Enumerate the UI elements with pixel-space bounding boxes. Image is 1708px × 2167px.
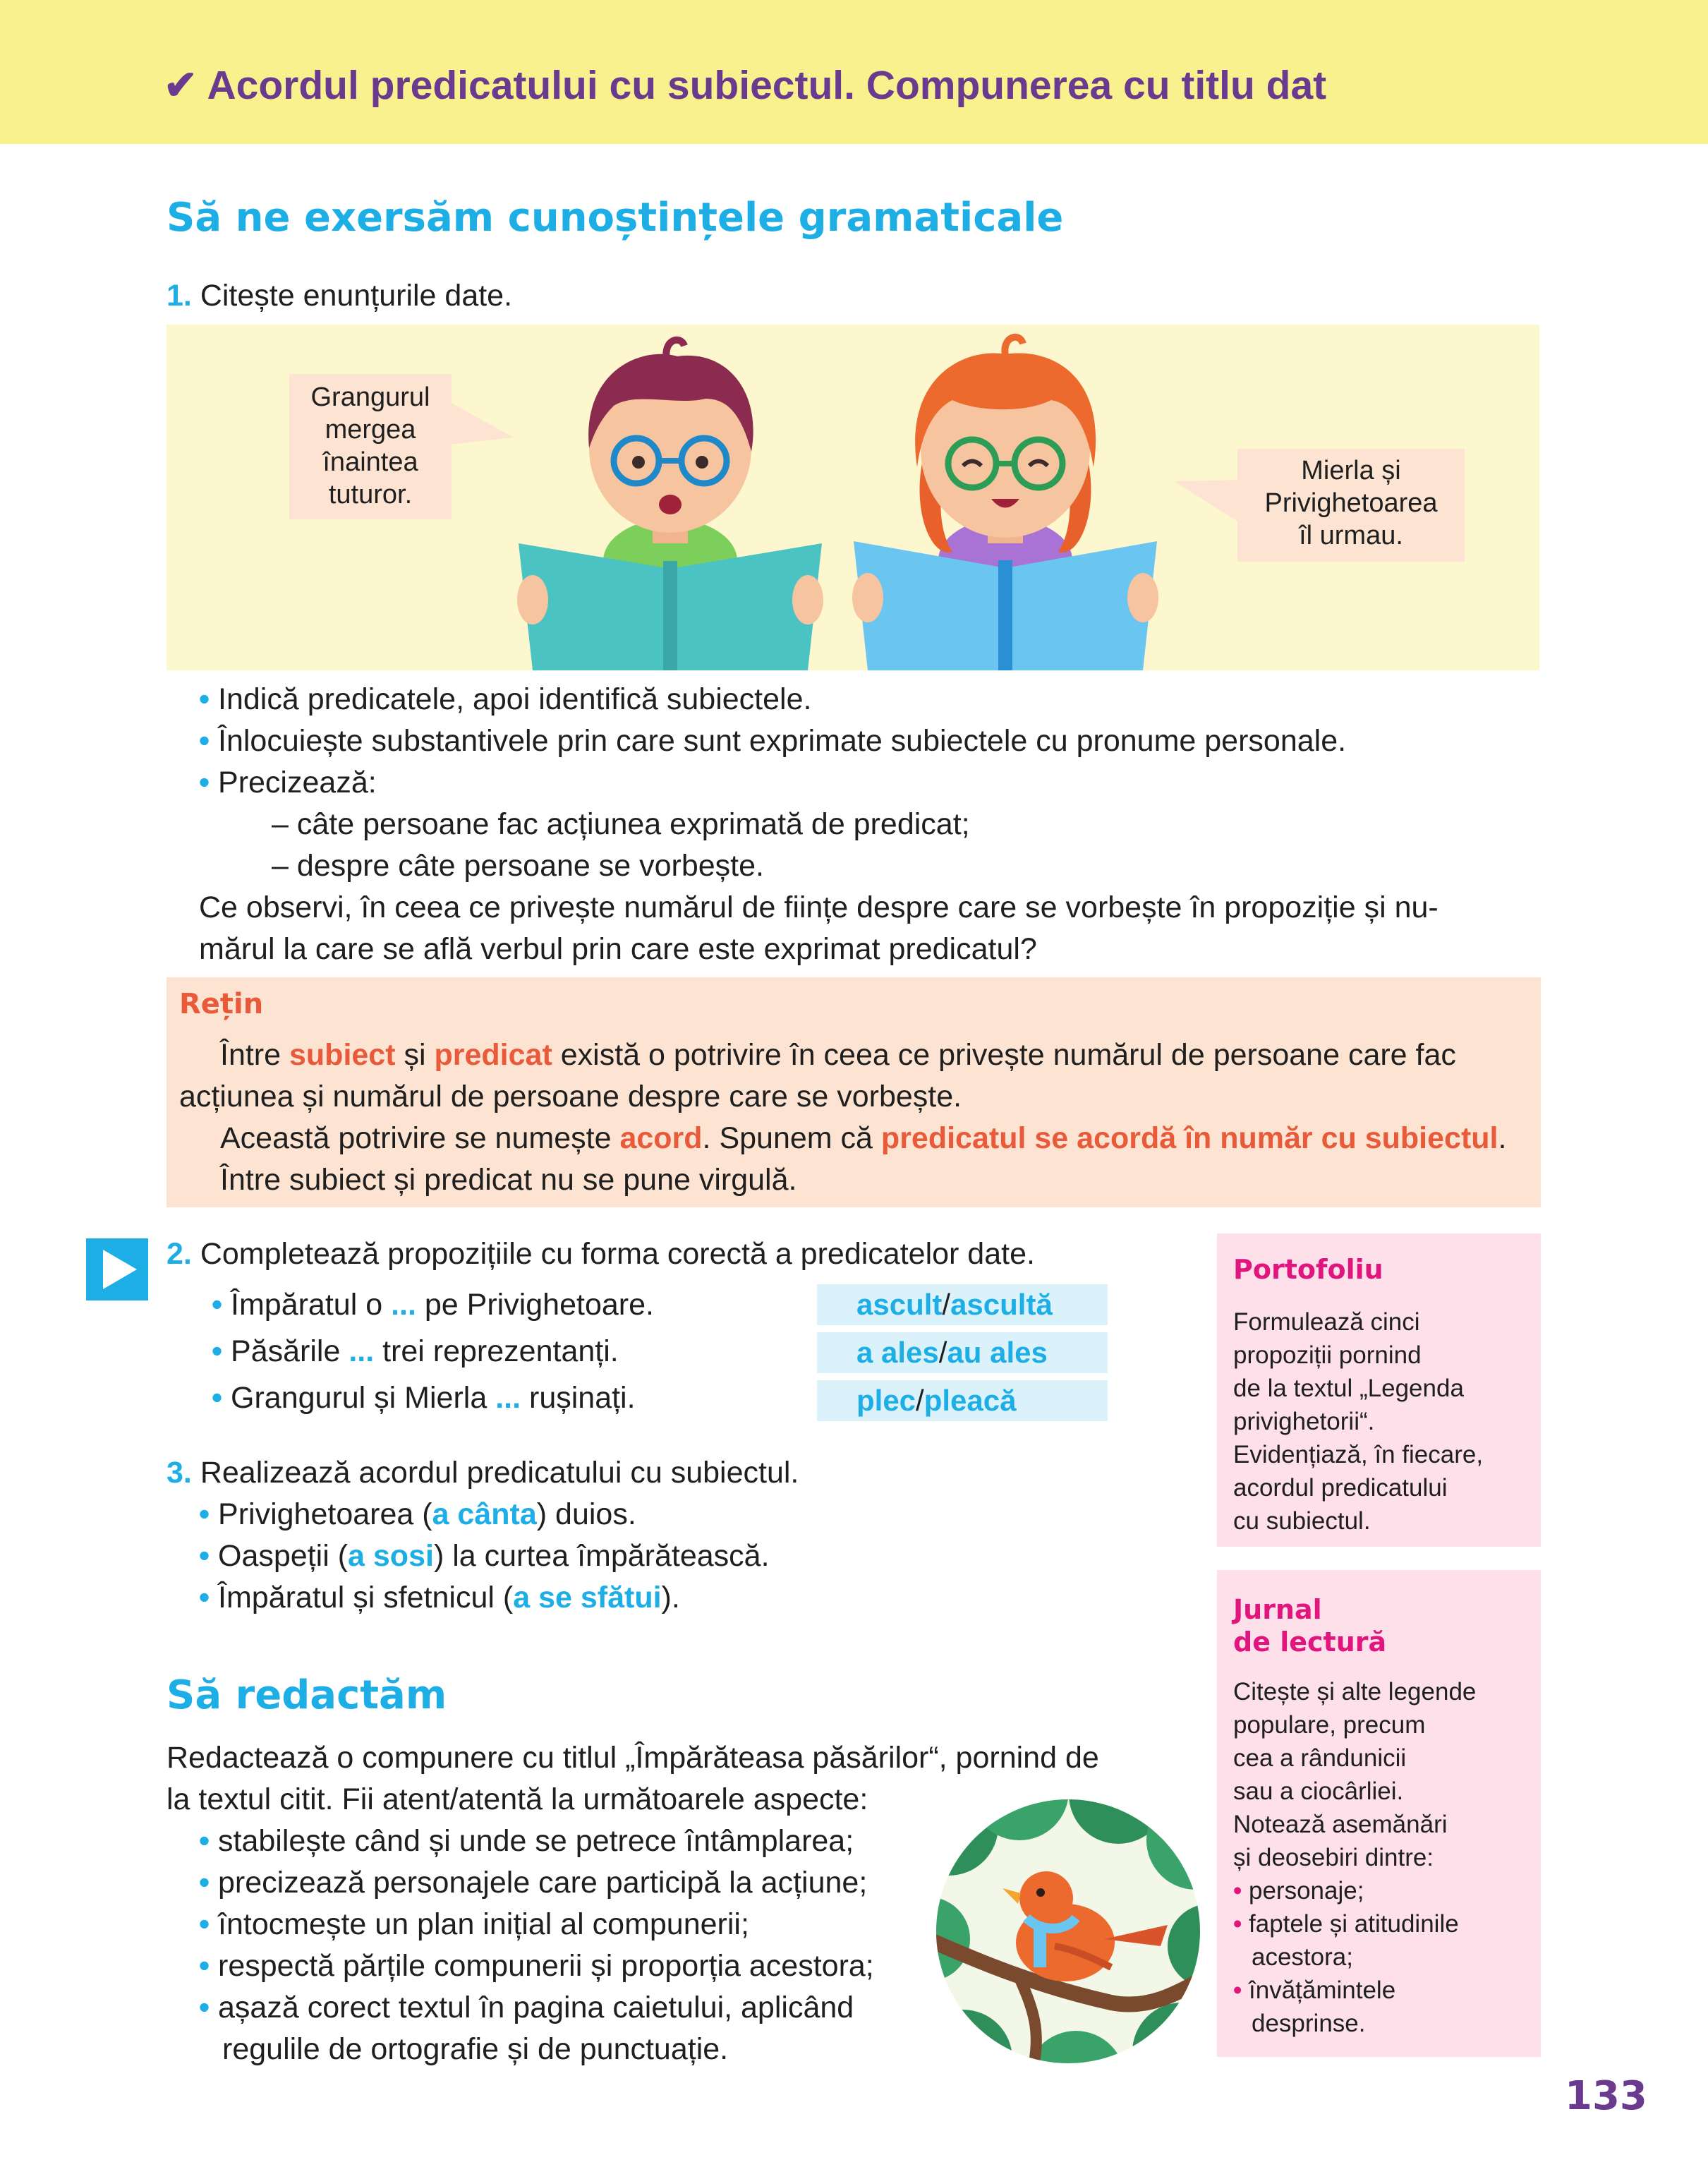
retin-line: Între subiect și predicat nu se pune virgulă. [220,1163,797,1197]
lesson-title: ✔ Acordul predicatului cu subiectul. Compunerea cu titlu dat [164,63,1327,108]
dash-item: – despre câte persoane se vorbește. [272,849,764,883]
list-item [212,1331,619,1372]
list-item-continuation: acestora; [1252,1943,1353,1971]
section-title-writing: Să redactăm [166,1672,447,1718]
title-line: Jurnal [1233,1594,1322,1625]
bubble-tail-left [450,395,514,452]
line: acordul predicatului [1233,1474,1448,1502]
list-item-continuation: desprinse. [1252,2010,1366,2037]
title-line: de lectură [1233,1626,1387,1658]
verb: a sosi [348,1539,434,1573]
exercise-1-instruction [166,275,512,316]
line: populare, precum [1233,1711,1426,1739]
intro-line: Redactează o compunere cu titlul „Împărăteasa păsărilor“, pornind de [166,1741,1099,1775]
option: au ales [947,1336,1048,1369]
text: învățămintele [1249,1976,1396,2004]
text: Grangurul și Mierla [231,1381,496,1415]
list-item [212,1284,654,1325]
bubble-line: Privighetoarea [1264,488,1438,518]
bullet-icon: • [199,1949,210,1983]
text: personaje; [1249,1877,1364,1905]
option-box [817,1284,1108,1325]
list-item-text: precizează personajele care participă la acțiune; [218,1866,868,1900]
bullet-icon: • [1233,1976,1242,2004]
line: privighetorii“. [1233,1408,1375,1435]
retin-line [220,1034,1456,1075]
text: faptele și atitudinile [1249,1910,1459,1938]
bubble-line: mergea [325,415,416,445]
text: și [395,1038,435,1072]
line: sau a ciocârliei. [1233,1777,1404,1805]
bullet-icon: • [199,1539,210,1573]
option-box [817,1332,1108,1373]
blank: ... [349,1334,375,1368]
instruction-text: Realizează acordul predicatului cu subiectul. [200,1456,799,1490]
blank: ... [391,1288,416,1322]
text: există o potrivire în ceea ce privește numărul de persoane care fac [552,1038,1456,1072]
bullet-icon: • [1233,1877,1242,1905]
bullet-icon: • [212,1334,223,1368]
retin-line [220,1118,1506,1159]
text: rușinați. [521,1381,636,1415]
list-item [199,1862,867,1903]
line: și deosebiri dintre: [1233,1844,1434,1871]
text: pe Privighetoare. [416,1288,654,1322]
line: Evidențiază, în fiecare, [1233,1441,1484,1468]
list-item [199,679,811,720]
portofoliu-title: Portofoliu [1233,1254,1383,1285]
highlight-rule: predicatul se acordă în număr cu subiectul [880,1121,1498,1155]
list-item-text: respectă părțile compunerii și proporția acestora; [218,1949,874,1983]
bullet-icon: • [199,1824,210,1858]
line: cu subiectul. [1233,1507,1371,1535]
list-item-text: stabilește când și unde se petrece întâmplarea; [218,1824,854,1858]
list-item [199,762,377,803]
instruction-text: Citește enunțurile date. [200,279,513,313]
blank: ... [495,1381,521,1415]
highlight-subiect: subiect [289,1038,396,1072]
list-item-text: întocmește un plan inițial al compunerii; [218,1907,749,1941]
exercise-3-instruction [166,1452,799,1493]
option: pleacă [923,1384,1017,1417]
exercise-number: 3. [166,1456,192,1490]
option: ascult [856,1288,943,1321]
list-item-text: Înlocuiește substantivele prin care sunt exprimate subiectele cu pronume personale. [218,724,1347,758]
line: Formulează cinci [1233,1308,1420,1336]
text: . Spunem că [702,1121,881,1155]
bubble-line: îl urmau. [1299,521,1403,550]
intro-line: la textul citit. Fii atent/atentă la următoarele aspecte: [166,1782,868,1816]
retin-line: acțiunea și numărul de persoane despre care se vorbește. [179,1080,962,1113]
text: Oaspeții ( [218,1539,349,1573]
list-item-text: Indică predicatele, apoi identifică subiectele. [218,682,812,716]
verb: a cânta [432,1497,537,1531]
list-item [212,1377,636,1418]
verb: a se sfătui [513,1581,662,1614]
jurnal-title [1233,1593,1386,1658]
bubble-line: tuturor. [328,480,413,509]
bullet-icon: • [199,1907,210,1941]
text: Între [220,1038,289,1072]
line: Citește și alte legende [1233,1678,1477,1706]
bird-illustration [935,1798,1201,2065]
list-item [199,1535,770,1576]
separator: / [942,1288,951,1321]
list-item [1233,1974,1476,2007]
bullet-icon: • [1233,1910,1242,1938]
text: Privighetoarea ( [218,1497,432,1531]
exercise-number: 2. [166,1237,192,1271]
text: ). [661,1581,680,1614]
list-item [199,1904,749,1945]
line: propoziții pornind [1233,1341,1422,1369]
speech-bubble-left [289,374,452,519]
play-icon[interactable] [86,1238,148,1300]
list-item [1233,1874,1476,1907]
text: Împăratul și sfetnicul ( [218,1581,514,1614]
bullet-icon: • [199,1866,210,1900]
bubble-tail-right [1174,473,1239,529]
bubble-line: Grangurul [310,382,430,412]
option: plec [856,1384,916,1417]
list-item [199,720,1346,761]
list-item [199,1577,680,1618]
list-item-text: așază corect textul în pagina caietului, aplicând [218,1991,854,2024]
highlight-acord: acord [619,1121,703,1155]
page-number: 133 [1565,2073,1647,2119]
list-item [1233,1907,1476,1940]
boy-reading-illustration [515,328,825,670]
option: ascultă [950,1288,1053,1321]
dash-item: – câte persoane fac acțiunea exprimată de predicat; [272,807,970,841]
bubble-line: Mierla și [1301,456,1401,485]
text: ) la curtea împărătească. [433,1539,770,1573]
girl-reading-illustration [847,326,1164,670]
highlight-predicat: predicat [434,1038,552,1072]
list-item-text: Precizează: [218,766,377,799]
option-box [817,1380,1108,1421]
text: Această potrivire se numește [220,1121,620,1155]
list-item-continuation: regulile de ortografie și de punctuație. [222,2032,729,2066]
bullet-icon: • [199,1991,210,2024]
line: Notează asemănări [1233,1811,1448,1838]
line: de la textul „Legenda [1233,1375,1464,1402]
exercise-number: 1. [166,279,192,313]
text: trei reprezentanți. [374,1334,619,1368]
list-item [199,1821,854,1861]
option: a ales [856,1336,939,1369]
text: ) duios. [536,1497,636,1531]
text: . [1498,1121,1507,1155]
bullet-icon: • [199,1497,210,1531]
list-item [199,1987,854,2028]
bubble-line: înaintea [322,447,418,477]
bullet-icon: • [199,682,210,716]
portofoliu-text [1233,1305,1483,1538]
speech-bubble-right [1237,449,1465,562]
list-item [199,1494,636,1535]
bullet-icon: • [212,1381,223,1415]
question-line: mărul la care se află verbul prin care este exprimat predicatul? [199,932,1037,966]
text: Împăratul o [231,1288,392,1322]
line: cea a rândunicii [1233,1744,1407,1772]
bullet-icon: • [199,766,210,799]
bullet-icon: • [199,724,210,758]
section-title-grammar: Să ne exersăm cunoștințele gramaticale [166,195,1064,241]
exercise-2-instruction [166,1233,1035,1274]
list-item [199,1945,874,1986]
instruction-text: Completează propozițiile cu forma corectă a predicatelor date. [200,1237,1035,1271]
retin-title: Rețin [179,988,264,1020]
text: Păsările [231,1334,349,1368]
separator: / [916,1384,924,1417]
question-line: Ce observi, în ceea ce privește numărul de ființe despre care se vorbește în propoziție și nu- [199,891,1439,924]
jurnal-text [1233,1675,1476,2040]
separator: / [938,1336,947,1369]
bullet-icon: • [212,1288,223,1322]
bullet-icon: • [199,1581,210,1614]
